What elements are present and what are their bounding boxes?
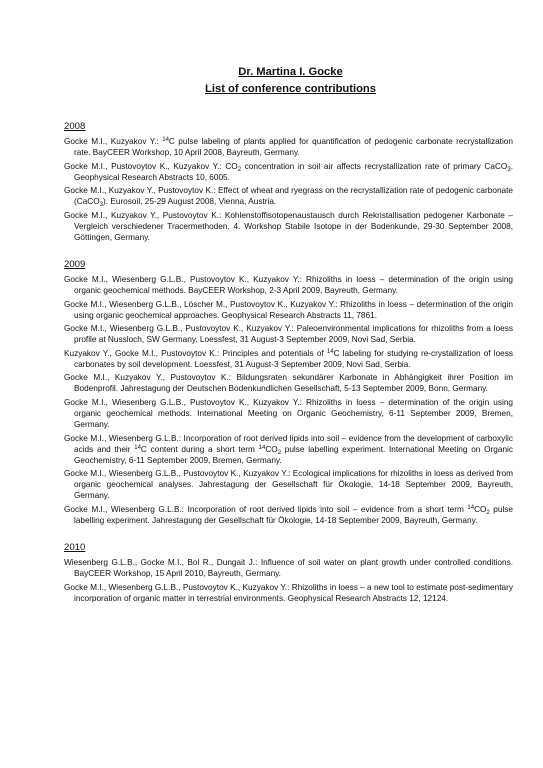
list-item: Wiesenberg G.L.B., Gocke M.I., Bol R., Dungait J.: Influence of soil water on plant growth under controlled conditions. BayCEER Workshop, 15 April 2010, Bayreuth, Germany. <box>64 558 513 579</box>
list-item: Gocke M.I., Wiesenberg G.L.B., Pustovoytov K., Kuzyakov Y.: Ecological implications for rhizoliths in loess as derived from organic geochemical analyses. Jahrestagung der Gesellschaft für Ökologie, 14-18 September 2009, Bayreuth, Germany. <box>64 469 513 501</box>
list-item: Gocke M.I., Pustovoytov K., Kuzyakov Y.: $CO_2$ concentration in soil air affects recrystallization rate of primary CaCO$_3$. Geophysical Research Abstracts 10, 6005. <box>64 161 513 182</box>
list-item: Gocke M.I., Wiesenberg G.L.B., Pustovoytov K., Kuzyakov Y.: Rhizoliths in loess – determination of the origin using organic geochemical methods. BayCEER Workshop, 2-3 April 2009, Bayreuth, Germany. <box>64 275 513 296</box>
year-section-2010 <box>64 542 513 604</box>
year-section-2009 <box>64 259 513 526</box>
list-item: Gocke M.I., Wiesenberg G.L.B., Pustovoytov K., Kuzyakov Y.: Rhizoliths in loess – determination of the origin using organic geochemical methods. International Meeting on Organic Geochemistry, 6-11 September 2009, Bremen, Germany. <box>64 397 513 430</box>
document-title: List of conference contributions <box>205 83 376 95</box>
list-item: Gocke M.I., Wiesenberg G.L.B., Pustovoytov K., Kuzyakov Y.: Paleoenvironmental implications for rhizoliths from a loess profile at Nussloch, SW Germany. Loessfest, 31 August-3 September 2009, Novi Sad, Serbia. <box>64 324 513 345</box>
year-heading: 2009 <box>64 259 86 271</box>
year-heading: 2008 <box>64 121 86 132</box>
list-item: Gocke M.I., Wiesenberg G.L.B., Löscher M., Pustovoytov K., Kuzyakov Y.: Rhizoliths in loess – determination of the origin using organic geochemical approaches. Geophysical Research Abstracts 11, 7861. <box>64 299 513 320</box>
list-item: Gocke M.I., Kuzyakov Y., Pustovoytov K.: Bildungsraten sekundärer Karbonate in Abhängigkeit ihrer Position im Bodenprofil. Jahrestagung der Deutschen Bodenkundlichen Gesellschaft, 5-13 September 2009, Bonn, Germany. <box>64 373 513 394</box>
author-name: Dr. Martina I. Gocke <box>238 66 343 78</box>
year-heading: 2010 <box>64 542 86 554</box>
list-item: Gocke M.I., Kuzyakov Y.: $^{14}$C pulse labeling of plants applied for quantification of pedogenic carbonate recrystallization rate. BayCEER Workshop, 10 April 2008, Bayreuth, Germany. <box>64 137 513 158</box>
list-item: Gocke M.I., Wiesenberg G.L.B.: Incorporation of root derived lipids into soil – evidence from the development of carboxylic acids and their $^{14}$C content during a short term $^{14}CO_2$ pulse labelling experiment. International Meeting on Organic Geochemistry, 6-11 September 2009, Bremen, Germany. <box>64 433 513 465</box>
list-item: Gocke M.I., Kuzyakov Y., Pustovoytov K.: Kohlenstoffisotopenaustausch durch Rekristallisation pedogener Karbonate – Vergleich verschiedener Tracermethoden. 4. Workshop Stabile Isotope in der Bodenkunde, 29-30 September 2008, Göttingen, Germany. <box>64 210 513 242</box>
list-item: Kuzyakov Y., Gocke M.I., Pustovoytov K.: Principles and potentials of $^{14}$C labeling for studying re-crystallization of loess carbonates by soil development. Loessfest, 31 August-3 September 2009, Novi Sad, Serbia. <box>64 348 514 369</box>
list-item: Gocke M.I., Wiesenberg G.L.B., Pustovoytov K., Kuzyakov Y.: Rhizoliths in loess – a new tool to estimate post-sedimentary incorporation of organic matter in terrestrial environments. Geophysical Research Abstracts 12, 12124. <box>64 582 513 603</box>
list-item: Gocke M.I., Kuzyakov Y., Pustovoytov K.: Effect of wheat and ryegrass on the recrystallization rate of pedogenic carbonate (CaCO$_3$). Eurosoil, 25-29 August 2008, Vienna, Austria. <box>64 186 513 209</box>
year-section-2008 <box>64 121 513 243</box>
list-item: Gocke M.I., Wiesenberg G.L.B.: Incorporation of root derived lipids into soil – evidence from a short term $^{14}CO_2$ pulse labelling experiment. Jahrestagung der Gesellschaft für Ökologie, 14-18 September 2009, Bayreuth, Germany. <box>64 504 514 526</box>
